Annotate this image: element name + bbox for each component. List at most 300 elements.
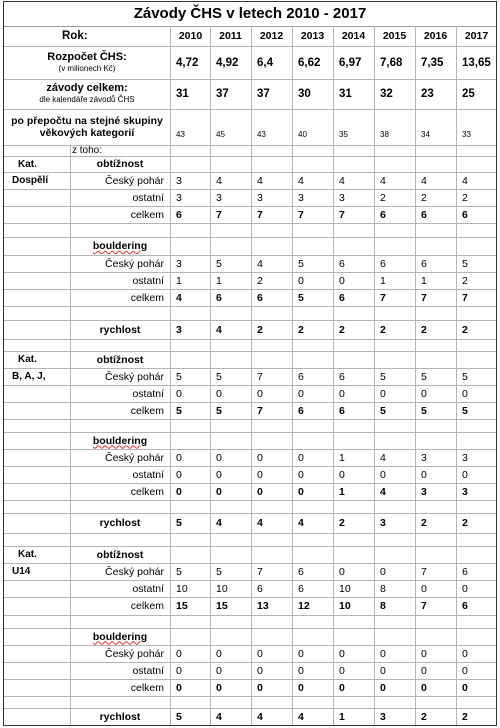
baj-bouldering-ostatni-2011: 0: [216, 468, 222, 481]
baj-obtiznost-celkem-2014: 6: [339, 404, 345, 417]
races-2012: 37: [257, 88, 270, 100]
u14-obtiznost-cp-2017: 6: [462, 565, 468, 578]
u14-obtiznost-ostatni-2015: 8: [380, 582, 386, 595]
baj-bouldering-celkem-2012: 0: [257, 485, 263, 498]
dospeli-obtiznost-ostatni: [4, 189, 496, 206]
dospeli-obtiznost-ostatni-2010: 3: [176, 191, 182, 204]
u14-bouldering-ostatni-2010: 0: [176, 664, 182, 677]
row-divider: [4, 172, 497, 173]
dospeli-obtiznost-ostatni-2017: 2: [462, 191, 468, 204]
u14-obtiznost-cp-2012: 7: [257, 565, 263, 578]
baj-obtiznost-celkem-2011: 5: [216, 404, 222, 417]
dospeli-rychlost: [4, 320, 496, 339]
baj-obtiznost-cp-2010: 5: [176, 370, 182, 383]
baj-bouldering-header: [4, 432, 496, 449]
baj-obtiznost-celkem-2015: 5: [380, 404, 386, 417]
dospeli-obtiznost-celkem-2016: 6: [421, 208, 427, 221]
u14-bouldering-celkem-2013: 0: [298, 681, 304, 694]
row-label: celkem: [130, 681, 164, 694]
u14-obtiznost-celkem-2010: 15: [176, 600, 188, 612]
recalc-label: [4, 109, 170, 145]
row-label: ostatní: [132, 664, 164, 677]
u14-obtiznost-cp-2010: 5: [176, 565, 182, 578]
u14-rychlost-2010: 5: [176, 711, 182, 723]
row-divider: [4, 79, 497, 80]
recalc-line2: věkových kategorií: [39, 127, 135, 139]
dospeli-bouldering-celkem-2011: 6: [216, 291, 222, 304]
row-label: ostatní: [132, 191, 164, 204]
row-divider: [4, 708, 497, 709]
u14-obtiznost-cp-2013: 6: [298, 565, 304, 578]
baj-obtiznost-ostatni-2013: 0: [298, 387, 304, 400]
u14-bouldering-celkem-2017: 0: [462, 681, 468, 694]
races-subtitle: dle kalendáře závodů ČHS: [39, 95, 135, 104]
u14-bouldering-cp-2011: 0: [216, 647, 222, 660]
kat-header-u14: [4, 546, 496, 563]
u14-obtiznost-ostatni-2017: 0: [462, 582, 468, 595]
dospeli-obtiznost-ostatni-2015: 2: [380, 191, 386, 204]
u14-bouldering-ostatni-2011: 0: [216, 664, 222, 677]
u14-obtiznost-celkem-2017: 6: [462, 600, 468, 612]
budget-2017: 13,65: [462, 56, 491, 69]
row-divider: [4, 513, 497, 514]
races-2016: 23: [421, 88, 434, 100]
baj-bouldering-celkem-2014: 1: [339, 485, 345, 498]
baj-obtiznost-ostatni-2017: 0: [462, 387, 468, 400]
baj-rychlost-2014: 2: [339, 517, 345, 529]
row-label: Český pohár: [105, 451, 164, 464]
empty-row-28: [4, 533, 496, 546]
u14-rychlost-2017: 2: [462, 711, 468, 723]
row-divider: [4, 615, 497, 616]
row-label: Český pohár: [105, 174, 164, 187]
baj-rychlost-2012: 4: [257, 517, 263, 529]
dospeli-bouldering-ostatni-2011: 1: [216, 274, 222, 287]
dospeli-bouldering-cp: [4, 255, 496, 272]
baj-bouldering-cp: [4, 449, 496, 466]
baj-bouldering-cp-2013: 0: [298, 451, 304, 464]
budget-2010: 4,72: [176, 56, 199, 69]
dospeli-bouldering-celkem-2017: 7: [462, 291, 468, 304]
row-divider: [4, 272, 497, 273]
dospeli-obtiznost-cp: [4, 172, 496, 189]
races-2010: 31: [176, 88, 189, 100]
dospeli-obtiznost-cp-2013: 4: [298, 174, 304, 187]
dospeli-obtiznost-ostatni-2012: 3: [257, 191, 263, 204]
recalc-row-3: [4, 109, 496, 145]
u14-obtiznost-celkem-2013: 12: [298, 600, 310, 612]
dospeli-bouldering-header: [4, 237, 496, 255]
dospeli-obtiznost-ostatni-2011: 3: [216, 191, 222, 204]
baj-bouldering-ostatni: [4, 466, 496, 483]
u14-obtiznost-ostatni-2012: 6: [257, 582, 263, 595]
u14-bouldering-celkem-2016: 0: [421, 681, 427, 694]
u14-bouldering-celkem-2015: 0: [380, 681, 386, 694]
recalc-2015: 38: [380, 130, 389, 139]
dospeli-obtiznost-cp-2016: 4: [421, 174, 427, 187]
baj-rychlost-2017: 2: [462, 517, 468, 529]
dospeli-bouldering-celkem-2010: 4: [176, 291, 182, 304]
column-divider: [374, 26, 375, 726]
u14-obtiznost-ostatni-2010: 10: [176, 582, 188, 595]
empty-row-33: [4, 615, 496, 628]
empty-row-9: [4, 223, 496, 237]
baj-obtiznost-cp-2017: 5: [462, 370, 468, 383]
u14-rychlost-2015: 3: [380, 711, 386, 723]
races-title: závody celkem:: [46, 82, 128, 94]
column-divider: [292, 26, 293, 726]
row-divider: [4, 696, 497, 697]
discipline-label: obtížnost: [96, 548, 144, 561]
u14-bouldering-celkem: [4, 679, 496, 696]
baj-rychlost: [4, 513, 496, 533]
row-label: ostatní: [132, 582, 164, 595]
u14-bouldering-ostatni-2014: 0: [339, 664, 345, 677]
u14-rychlost-2016: 2: [421, 711, 427, 723]
u14-obtiznost-cp-2014: 0: [339, 565, 345, 578]
u14-obtiznost-cp-2015: 0: [380, 565, 386, 578]
dospeli-bouldering-ostatni: [4, 272, 496, 289]
u14-obtiznost-celkem-2011: 15: [216, 600, 228, 612]
year-2016: 2016: [423, 30, 448, 42]
dospeli-rychlost-2016: 2: [421, 323, 427, 336]
row-divider: [4, 223, 497, 224]
row-divider: [4, 206, 497, 207]
row-divider: [4, 237, 497, 238]
kat-header-baj: [4, 351, 496, 368]
row-divider: [4, 679, 497, 680]
category-label: Kat.: [18, 549, 37, 560]
u14-rychlost-2013: 4: [298, 711, 304, 723]
baj-bouldering-cp-2014: 1: [339, 451, 345, 464]
row-divider: [4, 546, 497, 547]
dospeli-rychlost-2010: 3: [176, 323, 182, 336]
u14-bouldering-cp: [4, 645, 496, 662]
u14-obtiznost-cp-2016: 7: [421, 565, 427, 578]
baj-obtiznost-ostatni-2011: 0: [216, 387, 222, 400]
dospeli-bouldering-ostatni-2012: 2: [257, 274, 263, 287]
row-divider: [4, 466, 497, 467]
baj-obtiznost-ostatni-2016: 0: [421, 387, 427, 400]
baj-obtiznost-celkem-2012: 7: [257, 404, 263, 417]
row-label: Český pohár: [105, 370, 164, 383]
baj-obtiznost-ostatni-2015: 0: [380, 387, 386, 400]
row-label: celkem: [130, 404, 164, 417]
baj-obtiznost-cp: [4, 368, 496, 385]
row-divider: [4, 500, 497, 501]
baj-bouldering-ostatni-2016: 0: [421, 468, 427, 481]
u14-obtiznost-celkem-2012: 13: [257, 600, 269, 612]
budget-2014: 6,97: [339, 56, 362, 69]
budget-row-1: [4, 46, 496, 79]
dospeli-rychlost-2013: 2: [298, 323, 304, 336]
u14-bouldering-ostatni-2015: 0: [380, 664, 386, 677]
baj-bouldering-celkem-2011: 0: [216, 485, 222, 498]
baj-bouldering-ostatni-2012: 0: [257, 468, 263, 481]
row-label: Český pohár: [105, 565, 164, 578]
u14-bouldering-cp-2010: 0: [176, 647, 182, 660]
dospeli-bouldering-celkem: [4, 289, 496, 306]
column-divider: [251, 26, 252, 726]
races-row-2: [4, 79, 496, 109]
dospeli-bouldering-celkem-2014: 6: [339, 291, 345, 304]
u14-bouldering-ostatni: [4, 662, 496, 679]
recalc-2011: 45: [216, 130, 225, 139]
baj-obtiznost-cp-2014: 6: [339, 370, 345, 383]
dospeli-bouldering-celkem-2016: 7: [421, 291, 427, 304]
row-divider: [4, 432, 497, 433]
row-label: ostatní: [132, 274, 164, 287]
sheet-title: Závody ČHS v letech 2010 - 2017: [4, 2, 496, 27]
baj-obtiznost-cp-2015: 5: [380, 370, 386, 383]
dospeli-obtiznost-celkem-2015: 6: [380, 208, 386, 221]
row-divider: [4, 483, 497, 484]
budget-subtitle: (v milionech Kč): [58, 63, 116, 73]
u14-bouldering-cp-2017: 0: [462, 647, 468, 660]
row-divider: [4, 289, 497, 290]
discipline-label: obtížnost: [96, 158, 144, 170]
category-name: Dospělí: [12, 175, 49, 186]
u14-rychlost: [4, 708, 496, 726]
recalc-2013: 40: [298, 130, 307, 139]
baj-bouldering-celkem-2010: 0: [176, 485, 182, 498]
dospeli-bouldering-ostatni-2014: 0: [339, 274, 345, 287]
recalc-2017: 33: [462, 130, 471, 139]
dospeli-obtiznost-ostatni-2013: 3: [298, 191, 304, 204]
zToho-row-4: [4, 145, 496, 156]
budget-2012: 6,4: [257, 56, 273, 69]
recalc-2014: 35: [339, 130, 348, 139]
u14-bouldering-ostatni-2013: 0: [298, 664, 304, 677]
discipline-label: bouldering: [92, 630, 148, 643]
empty-row-38: [4, 696, 496, 708]
column-divider: [456, 26, 457, 726]
row-divider: [4, 563, 497, 564]
row-divider: [4, 109, 497, 110]
baj-rychlost-2011: 4: [216, 517, 222, 529]
empty-row-26: [4, 500, 496, 513]
baj-bouldering-cp-2017: 3: [462, 451, 468, 464]
u14-obtiznost-cp-2011: 5: [216, 565, 222, 578]
dospeli-bouldering-celkem-2015: 7: [380, 291, 386, 304]
baj-bouldering-ostatni-2014: 0: [339, 468, 345, 481]
u14-bouldering-ostatni-2016: 0: [421, 664, 427, 677]
recalc-line1: po přepočtu na stejné skupiny: [11, 115, 163, 127]
row-divider: [4, 419, 497, 420]
dospeli-obtiznost-cp-2015: 4: [380, 174, 386, 187]
u14-obtiznost-ostatni: [4, 580, 496, 597]
baj-bouldering-ostatni-2010: 0: [176, 468, 182, 481]
dospeli-rychlost-2011: 4: [216, 323, 222, 336]
column-divider: [210, 26, 211, 726]
races-2011: 37: [216, 88, 229, 100]
baj-bouldering-cp-2010: 0: [176, 451, 182, 464]
baj-obtiznost-cp-2016: 5: [421, 370, 427, 383]
u14-bouldering-celkem-2012: 0: [257, 681, 263, 694]
u14-bouldering-cp-2015: 0: [380, 647, 386, 660]
row-divider: [4, 449, 497, 450]
recalc-2012: 43: [257, 130, 266, 139]
u14-obtiznost-celkem-2016: 7: [421, 600, 427, 612]
races-2017: 25: [462, 88, 475, 100]
baj-bouldering-cp-2011: 0: [216, 451, 222, 464]
row-divider: [4, 645, 497, 646]
u14-bouldering-celkem-2014: 0: [339, 681, 345, 694]
baj-obtiznost-ostatni-2014: 0: [339, 387, 345, 400]
budget-2016: 7,35: [421, 56, 444, 69]
dospeli-bouldering-celkem-2013: 5: [298, 291, 304, 304]
dospeli-rychlost-2015: 2: [380, 323, 386, 336]
u14-obtiznost-celkem-2014: 10: [339, 600, 351, 612]
races-label: [4, 79, 170, 109]
dospeli-bouldering-cp-2011: 5: [216, 257, 222, 270]
row-label: celkem: [130, 208, 164, 221]
spreadsheet-sheet: [3, 1, 497, 726]
row-label: ostatní: [132, 468, 164, 481]
u14-rychlost-2011: 4: [216, 711, 222, 723]
dospeli-bouldering-ostatni-2013: 0: [298, 274, 304, 287]
row-label: Český pohár: [105, 647, 164, 660]
baj-obtiznost-cp-2011: 5: [216, 370, 222, 383]
row-divider: [4, 339, 497, 340]
u14-bouldering-ostatni-2012: 0: [257, 664, 263, 677]
baj-obtiznost-celkem-2016: 5: [421, 404, 427, 417]
u14-obtiznost-ostatni-2014: 10: [339, 582, 351, 595]
baj-obtiznost-celkem: [4, 402, 496, 419]
dospeli-bouldering-cp-2016: 6: [421, 257, 427, 270]
dospeli-obtiznost-cp-2011: 4: [216, 174, 222, 187]
u14-bouldering-cp-2013: 0: [298, 647, 304, 660]
row-divider: [4, 320, 497, 321]
year-2011: 2011: [219, 30, 242, 42]
races-2015: 32: [380, 88, 393, 100]
baj-rychlost-2010: 5: [176, 517, 182, 529]
empty-row-16: [4, 339, 496, 351]
baj-bouldering-ostatni-2015: 0: [380, 468, 386, 481]
u14-obtiznost-ostatni-2016: 0: [421, 582, 427, 595]
category-name: B, A, J,: [12, 371, 46, 382]
dospeli-bouldering-cp-2013: 5: [298, 257, 304, 270]
dospeli-obtiznost-cp-2014: 4: [339, 174, 345, 187]
row-divider: [4, 255, 497, 256]
row-divider: [4, 368, 497, 369]
of-which-label: z toho:: [72, 145, 103, 156]
row-divider: [4, 662, 497, 663]
row-divider: [4, 306, 497, 307]
baj-rychlost-2016: 2: [421, 517, 427, 529]
row-divider: [4, 580, 497, 581]
dospeli-obtiznost-cp-2017: 4: [462, 174, 468, 187]
races-2014: 31: [339, 88, 352, 100]
dospeli-bouldering-ostatni-2015: 1: [380, 274, 386, 287]
dospeli-rychlost-2014: 2: [339, 323, 345, 336]
row-label: rychlost: [99, 711, 141, 723]
baj-obtiznost-ostatni-2012: 0: [257, 387, 263, 400]
discipline-label: bouldering: [92, 240, 148, 252]
baj-bouldering-cp-2016: 3: [421, 451, 427, 464]
baj-obtiznost-celkem-2017: 5: [462, 404, 468, 417]
year-label: Rok:: [62, 30, 88, 42]
years-row-0: [4, 26, 496, 46]
category-label: Kat.: [18, 158, 37, 170]
dospeli-obtiznost-cp-2012: 4: [257, 174, 263, 187]
dospeli-bouldering-cp-2014: 6: [339, 257, 345, 270]
column-divider: [333, 26, 334, 726]
baj-bouldering-cp-2012: 0: [257, 451, 263, 464]
baj-bouldering-ostatni-2017: 0: [462, 468, 468, 481]
u14-bouldering-cp-2012: 0: [257, 647, 263, 660]
baj-obtiznost-ostatni: [4, 385, 496, 402]
row-label: rychlost: [99, 517, 141, 529]
row-divider: [4, 189, 497, 190]
dospeli-bouldering-cp-2010: 3: [176, 257, 182, 270]
budget-2015: 7,68: [380, 56, 403, 69]
dospeli-bouldering-cp-2015: 6: [380, 257, 386, 270]
year-2015: 2015: [382, 30, 407, 42]
baj-bouldering-celkem-2015: 4: [380, 485, 386, 498]
column-divider: [70, 145, 71, 726]
budget-label: [4, 46, 170, 79]
baj-obtiznost-cp-2012: 7: [257, 370, 263, 383]
u14-obtiznost-ostatni-2011: 10: [216, 582, 228, 595]
baj-bouldering-celkem-2013: 0: [298, 485, 304, 498]
year-2013: 2013: [300, 30, 325, 42]
year-2012: 2012: [259, 30, 284, 42]
u14-obtiznost-celkem: [4, 597, 496, 615]
row-divider: [4, 385, 497, 386]
dospeli-rychlost-2012: 2: [257, 323, 263, 336]
baj-rychlost-2013: 4: [298, 517, 304, 529]
dospeli-bouldering-celkem-2012: 6: [257, 291, 263, 304]
budget-title: Rozpočet ČHS:: [47, 50, 127, 63]
budget-2013: 6,62: [298, 56, 321, 69]
row-divider: [4, 533, 497, 534]
recalc-2010: 43: [176, 130, 185, 139]
discipline-label: obtížnost: [96, 353, 144, 366]
row-divider: [4, 597, 497, 598]
row-divider: [4, 156, 497, 157]
category-label: Kat.: [18, 354, 37, 365]
baj-rychlost-2015: 3: [380, 517, 386, 529]
row-divider: [4, 402, 497, 403]
dospeli-obtiznost-cp-2010: 3: [176, 174, 182, 187]
row-label: ostatní: [132, 387, 164, 400]
baj-bouldering-celkem-2016: 3: [421, 485, 427, 498]
baj-obtiznost-cp-2013: 6: [298, 370, 304, 383]
row-label: celkem: [130, 485, 164, 498]
row-divider: [4, 145, 497, 146]
empty-row-14: [4, 306, 496, 320]
u14-obtiznost-celkem-2015: 8: [380, 600, 386, 612]
discipline-label: bouldering: [92, 434, 148, 447]
dospeli-obtiznost-celkem-2010: 6: [176, 208, 182, 221]
recalc-2016: 34: [421, 130, 430, 139]
year-2017: 2017: [464, 30, 489, 42]
baj-bouldering-celkem: [4, 483, 496, 500]
year-2010: 2010: [178, 30, 203, 42]
u14-obtiznost-cp: [4, 563, 496, 580]
u14-bouldering-cp-2016: 0: [421, 647, 427, 660]
baj-bouldering-cp-2015: 4: [380, 451, 386, 464]
baj-bouldering-celkem-2017: 3: [462, 485, 468, 498]
dospeli-obtiznost-celkem-2017: 6: [462, 208, 468, 221]
category-name: U14: [12, 566, 31, 577]
dospeli-obtiznost-celkem-2012: 7: [257, 208, 263, 221]
row-label: rychlost: [99, 323, 141, 336]
year-2014: 2014: [341, 30, 366, 42]
u14-bouldering-header: [4, 628, 496, 645]
row-divider: [4, 46, 497, 47]
